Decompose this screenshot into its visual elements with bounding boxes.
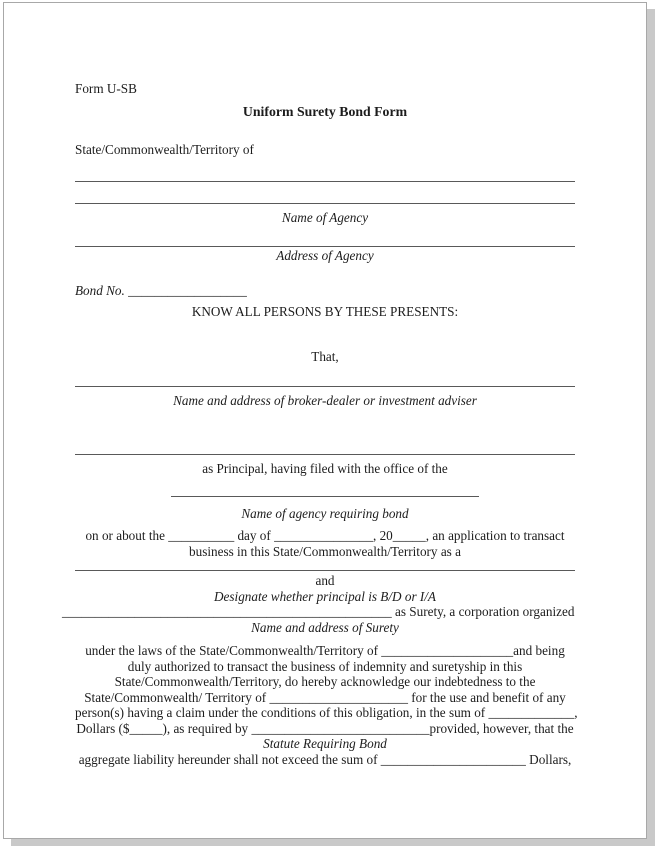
agency-address-caption: Address of Agency: [276, 248, 374, 263]
document-page: [3, 2, 647, 839]
as-principal-line: as Principal, having filed with the office of the: [202, 461, 448, 476]
designate-principal-caption: Designate whether principal is B/D or I/A: [214, 588, 436, 604]
statute-requiring-bond-caption: Statute Requiring Bond: [263, 736, 387, 751]
fill-in-line-7: [75, 570, 575, 571]
surety-name-line: __________________________________________________ as Surety, a corporation organized: [62, 604, 575, 619]
know-all-persons-heading: KNOW ALL PERSONS BY THESE PRESENTS:: [191, 304, 459, 319]
fill-in-line-5: [75, 454, 575, 455]
application-business-line: business in this State/Commonwealth/Territory as a: [189, 543, 461, 559]
closing-line: under the laws of the State/Commonwealth/Territory of ____________________and being: [85, 643, 565, 658]
and-separator: and: [315, 573, 335, 588]
fill-in-line-1: [75, 181, 575, 182]
that-line: That,: [311, 349, 339, 364]
form-id-label: Form U-SB: [75, 81, 137, 96]
surety-name-caption: Name and address of Surety: [251, 619, 399, 635]
fill-in-line-6: [171, 496, 479, 497]
closing-line: person(s) having a claim under the conditions of this obligation, in the sum of _____________,: [75, 705, 578, 720]
agency-name-caption: Name of Agency: [281, 210, 369, 225]
closing-line: aggregate liability hereunder shall not exceed the sum of ______________________ Dollars,: [78, 751, 572, 767]
principal-name-caption: Name and address of broker-dealer or investment adviser: [173, 393, 477, 408]
closing-line: duly authorized to transact the business of indemnity and suretyship in this: [127, 658, 523, 674]
fill-in-line-2: [75, 203, 575, 204]
fill-in-line-4: [75, 386, 575, 387]
closing-line: State/Commonwealth/Territory, do hereby acknowledge our indebtedness to the: [114, 674, 536, 689]
agency-requiring-bond-caption: Name of agency requiring bond: [241, 506, 409, 521]
document-title: Uniform Surety Bond Form: [242, 104, 408, 119]
bond-number-line: Bond No. __________________: [75, 283, 247, 298]
closing-line: State/Commonwealth/ Territory of _____________________ for the use and benefit of any: [84, 689, 566, 705]
fill-in-line-3: [75, 246, 575, 247]
closing-paragraph: [75, 643, 578, 767]
closing-line: Dollars ($_____), as required by ___________________________provided, however, that the: [76, 720, 574, 736]
state-territory-line: State/Commonwealth/Territory of: [75, 142, 254, 157]
application-date-line: on or about the __________ day of _______________, 20_____, an application to transact: [85, 528, 565, 543]
